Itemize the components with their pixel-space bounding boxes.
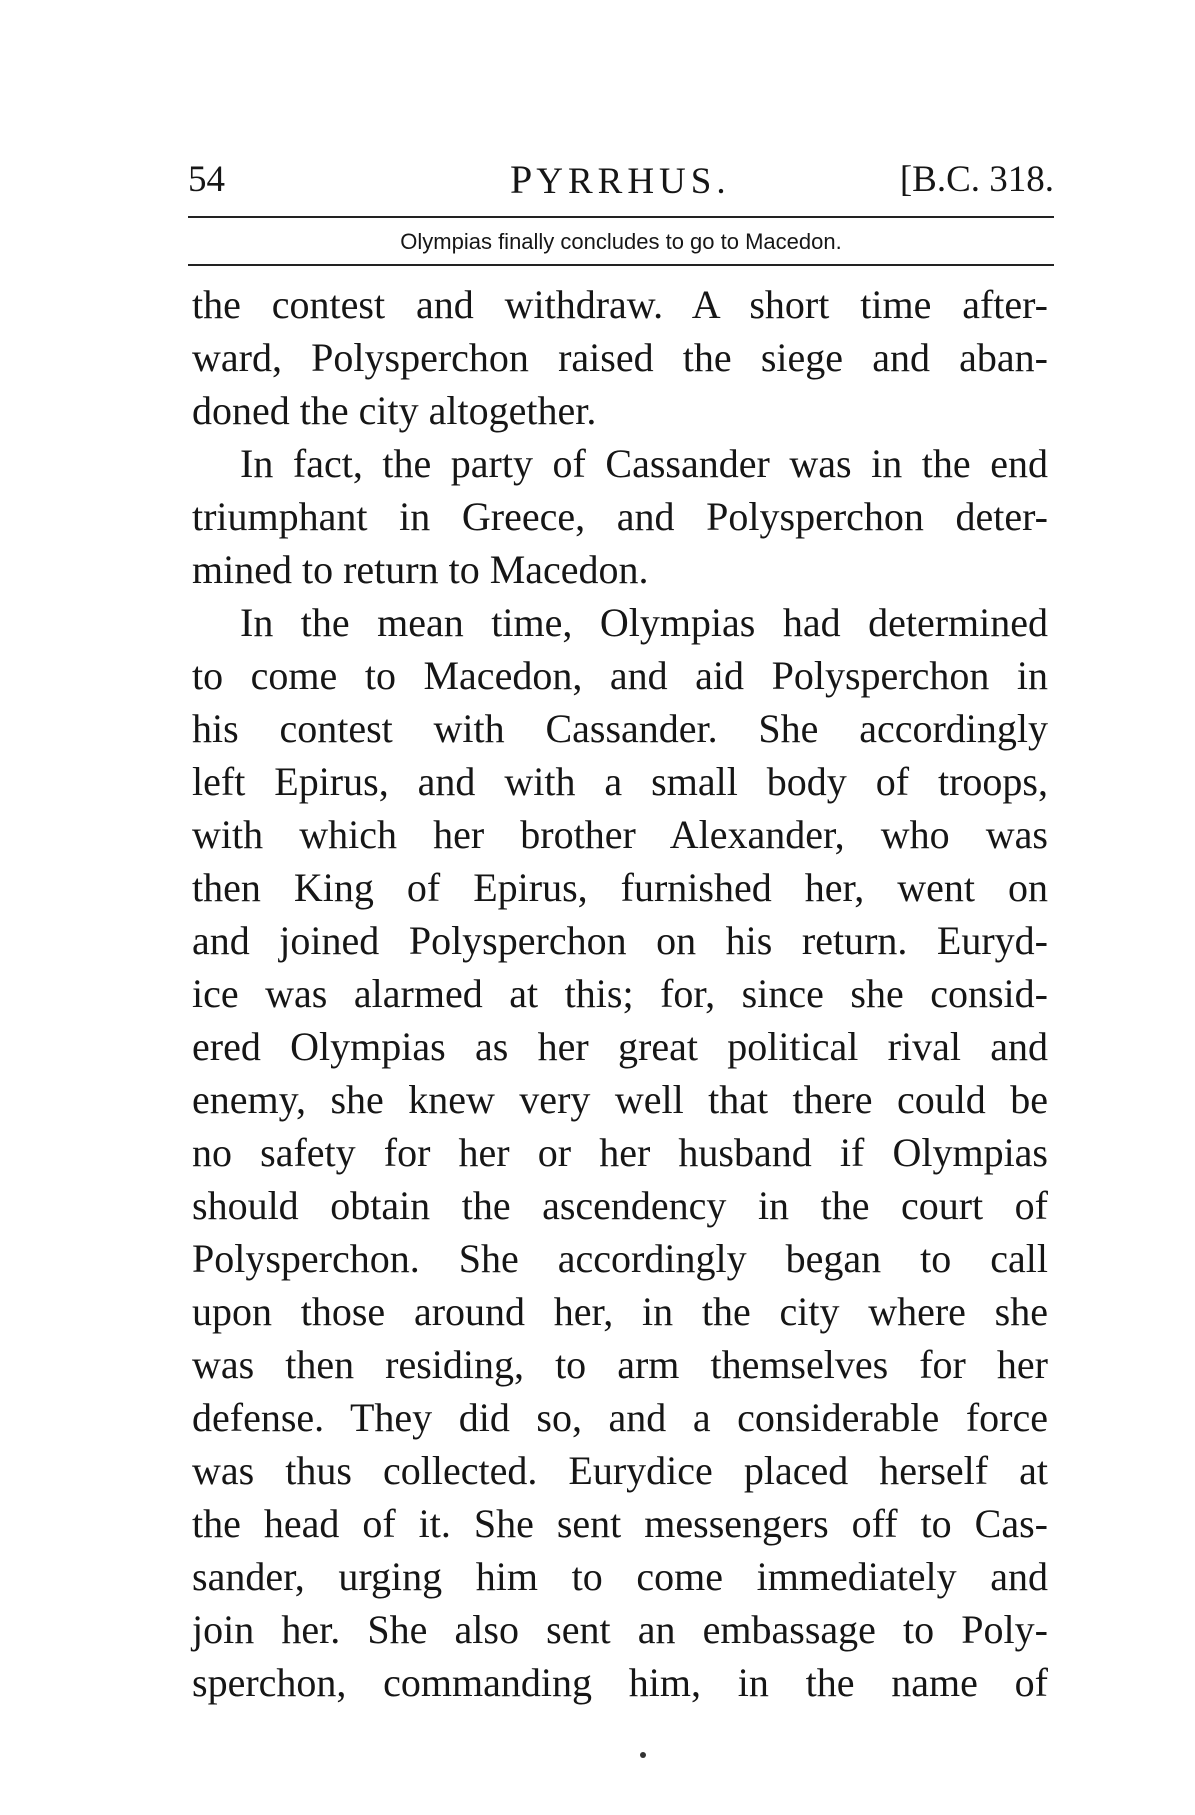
running-head — [188, 150, 1054, 210]
text-line: sperchon, commanding him, in the name of — [192, 1660, 1048, 1705]
text-line: and joined Polysperchon on his return. Euryd- — [192, 918, 1048, 963]
running-title-initial: P — [510, 157, 537, 202]
text-line: with which her brother Alexander, who was — [192, 812, 1048, 857]
text-line: no safety for her or her husband if Olympias — [192, 1130, 1048, 1175]
text-line: was then residing, to arm themselves for her — [192, 1342, 1048, 1387]
page-caption: Olympias finally concludes to go to Macedon. — [400, 229, 842, 254]
text-line: enemy, she knew very well that there could be — [192, 1077, 1048, 1122]
text-line: his contest with Cassander. She accordingly — [192, 706, 1048, 751]
text-line: ice was alarmed at this; for, since she consid- — [192, 971, 1048, 1016]
header-rule-bottom — [188, 264, 1054, 266]
text-line: sander, urging him to come immediately and — [192, 1554, 1048, 1599]
text-line: should obtain the ascendency in the court of — [192, 1183, 1048, 1228]
text-line: doned the city altogether. — [192, 388, 597, 433]
text-line: join her. She also sent an embassage to Poly- — [192, 1607, 1048, 1652]
text-line: triumphant in Greece, and Polysperchon deter- — [192, 494, 1048, 539]
text-line: the head of it. She sent messengers off to Cas- — [192, 1501, 1048, 1546]
running-title — [510, 150, 731, 212]
header-rule-top — [188, 216, 1054, 218]
signature-mark — [640, 1752, 646, 1758]
paragraph-start-line: In the mean time, Olympias had determined — [240, 600, 1048, 645]
paragraph-start-line: In fact, the party of Cassander was in the end — [240, 441, 1048, 486]
body-text — [192, 278, 1048, 1709]
text-line: defense. They did so, and a considerable force — [192, 1395, 1048, 1440]
text-line: left Epirus, and with a small body of troops, — [192, 759, 1048, 804]
page-number: 54 — [188, 159, 225, 200]
running-title-rest: YRRHUS. — [536, 161, 731, 202]
text-line: Polysperchon. She accordingly began to call — [192, 1236, 1048, 1281]
text-line: was thus collected. Eurydice placed herself at — [192, 1448, 1048, 1493]
text-line: the contest and withdraw. A short time after- — [192, 282, 1048, 327]
text-line: mined to return to Macedon. — [192, 547, 649, 592]
date-range: [B.C. 318. — [899, 159, 1054, 200]
text-line: to come to Macedon, and aid Polysperchon in — [192, 653, 1048, 698]
text-line: upon those around her, in the city where she — [192, 1289, 1048, 1334]
text-line: then King of Epirus, furnished her, went on — [192, 865, 1048, 910]
text-line: ered Olympias as her great political rival and — [192, 1024, 1048, 1069]
text-line: ward, Polysperchon raised the siege and aban- — [192, 335, 1048, 380]
